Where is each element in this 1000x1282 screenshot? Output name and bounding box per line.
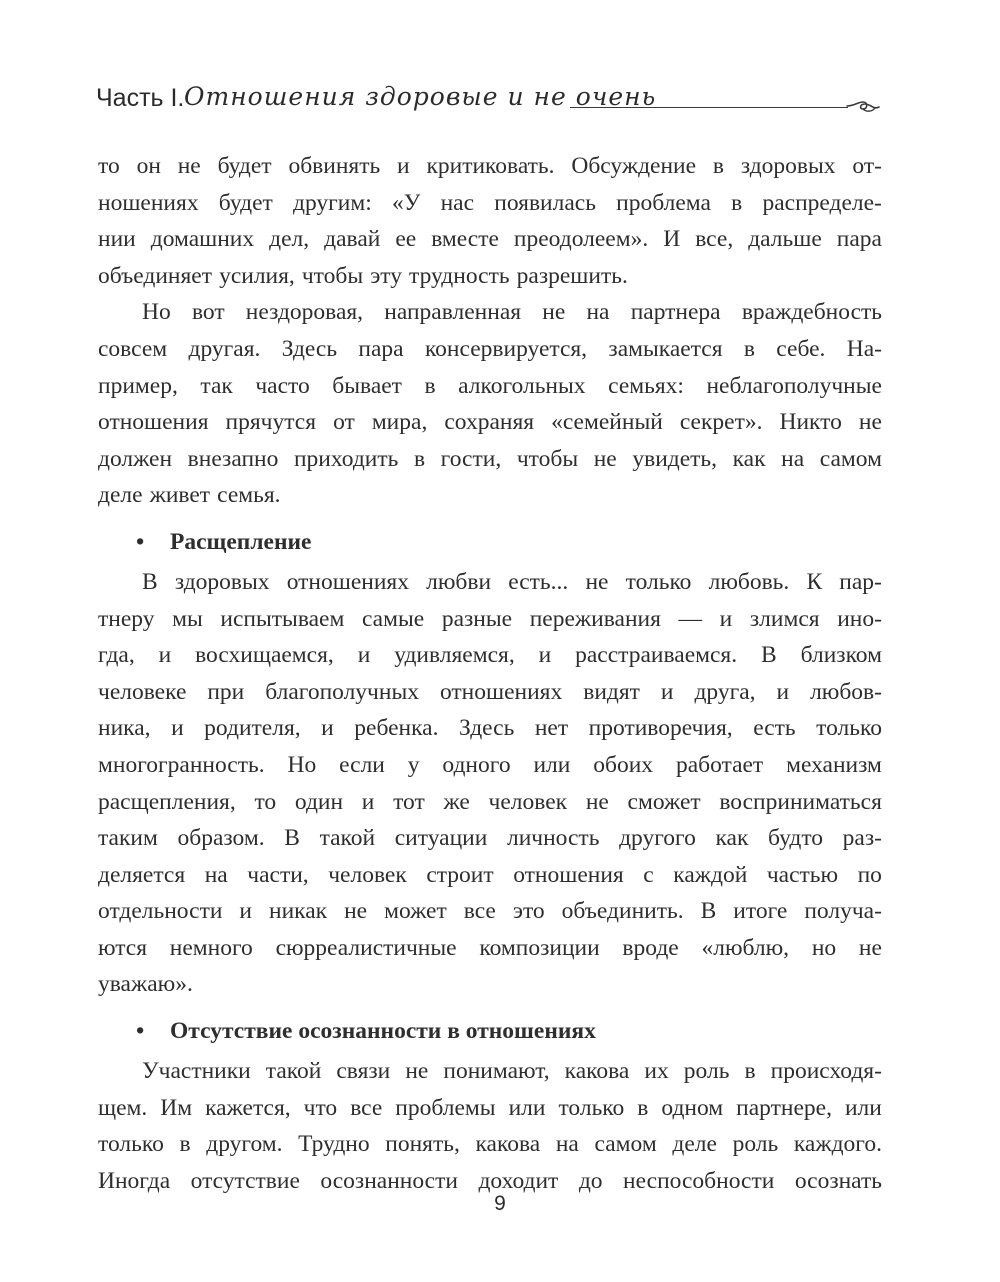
text-line: нии домашних дел, давай ее вместе преодолеем». И все, дальше пара [98,226,882,253]
text-line: Участники такой связи не понимают, какова их роль в происходя- [142,1058,882,1085]
text-line: Иногда отсутствие осознанности доходит до неспособности осознать [98,1167,882,1194]
paragraph [98,294,882,514]
text-line: отношения прячутся от мира, сохраняя «семейный секрет». Никто не [98,409,882,436]
page-number: 9 [494,1192,506,1215]
text-line: уважаю». [98,971,193,998]
paragraph [98,564,882,1003]
header-part-label: Часть I. [96,84,185,112]
header-rule [570,107,848,108]
text-line: деляется на части, человек строит отношения с каждой частью по [98,861,882,888]
bullet-icon: • [136,528,145,555]
section-heading-text: Расщепление [170,528,312,555]
text-line: ются немного сюрреалистичные композиции вроде «люблю, но не [98,934,882,961]
page-body [98,148,882,1199]
text-line: деле живет семья. [98,482,281,509]
text-line: только в другом. Трудно понять, какова на самом деле роль каждого. [98,1131,882,1158]
text-line: щем. Им кажется, что все проблемы или только в одном партнере, или [98,1094,882,1121]
text-line: отдельности и никак не может все это объединить. В итоге получа- [98,898,882,925]
text-line: ника, и родителя, и ребенка. Здесь нет противоречия, есть только [98,715,882,742]
section-heading [98,520,882,564]
text-line: В здоровых отношениях любви есть... не только любовь. К пар- [142,568,882,595]
bullet-icon: • [136,1018,145,1045]
text-line: многогранность. Но если у одного или обоих работает механизм [98,751,882,778]
text-line: гда, и восхищаемся, и удивляемся, и расстраиваемся. В близком [98,642,882,669]
paragraph [98,148,882,294]
text-line: расщепления, то один и тот же человек не сможет восприниматься [98,788,882,815]
text-line: пример, так часто бывает в алкогольных семьях: неблагополучные [98,372,882,399]
text-line: совсем другая. Здесь пара консервируется, замыкается в себе. На- [98,335,882,362]
text-line: должен внезапно приходить в гости, чтобы не увидеть, как на самом [98,445,882,472]
text-line: ношениях будет другим: «У нас появилась проблема в распределе- [98,189,882,216]
text-line: объединяет усилия, чтобы эту трудность разрешить. [98,262,628,289]
running-header [96,78,882,122]
text-line: таким образом. В такой ситуации личность другого как будто раз- [98,825,882,852]
section-heading-text: Отсутствие осознанности в отношениях [170,1018,596,1045]
text-line: Но вот нездоровая, направленная не на партнера враждебность [142,299,882,326]
section-heading [98,1009,882,1053]
paragraph [98,1053,882,1199]
header-chapter-title: Отношения здоровые и не очень [184,82,657,111]
text-line: тнеру мы испытываем самые разные переживания — и злимся ино- [98,605,882,632]
flourish-icon [846,96,882,116]
text-line: то он не будет обвинять и критиковать. Обсуждение в здоровых от- [98,153,882,179]
text-line: человеке при благополучных отношениях видят и друга, и любов- [98,678,882,705]
